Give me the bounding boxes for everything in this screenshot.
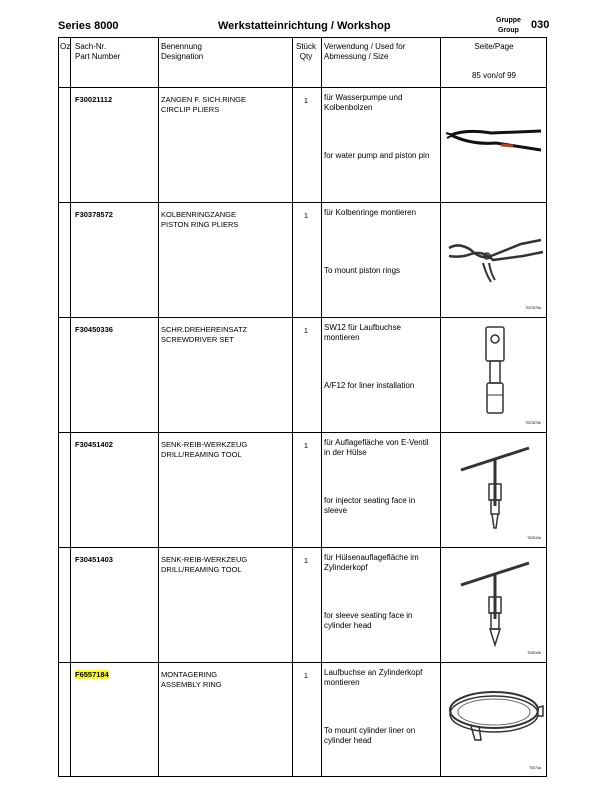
col-oz: Oz bbox=[60, 42, 71, 51]
series-label: Series 8000 bbox=[58, 20, 119, 32]
quantity: 1 bbox=[303, 441, 309, 450]
ring-pliers-icon bbox=[441, 208, 547, 314]
image-reference: T00510a bbox=[527, 536, 541, 540]
designation-de: SENK-REIB-WERKZEUG bbox=[161, 555, 248, 564]
reamer-icon bbox=[441, 438, 547, 544]
part-number: F30378572 bbox=[75, 210, 113, 219]
group-number: 030 bbox=[531, 19, 550, 31]
designation-en: DRILL/REAMING TOOL bbox=[161, 565, 242, 574]
usage-en: To mount cylinder liner on cylinder head bbox=[324, 726, 416, 745]
quantity: 1 bbox=[303, 326, 309, 335]
usage-de: für Auflagefläche von E-Ventil in der Hülse bbox=[324, 438, 429, 457]
part-number: F30451403 bbox=[75, 555, 113, 564]
usage-de: SW12 für Laufbuchse montieren bbox=[324, 323, 401, 342]
pliers-icon bbox=[441, 93, 547, 199]
designation-de: ZANGEN F. SICH.RINGE bbox=[161, 95, 247, 104]
group-label bbox=[496, 16, 521, 36]
designation-en: SCREWDRIVER SET bbox=[161, 335, 234, 344]
part-number: F30451402 bbox=[75, 440, 113, 449]
usage-en: for injector seating face in sleeve bbox=[324, 496, 416, 515]
part-number: F30450336 bbox=[75, 325, 113, 334]
page-number: 85 von/of 99 bbox=[471, 71, 517, 80]
col-qty-de: Stück bbox=[295, 42, 316, 51]
col-part-de: Sach-Nr. bbox=[75, 42, 107, 51]
socket-icon bbox=[441, 323, 547, 429]
group-label-en: Group bbox=[497, 27, 519, 34]
page-title: Werkstatteinrichtung / Workshop bbox=[218, 20, 391, 32]
designation-en: PISTON RING PLIERS bbox=[161, 220, 239, 229]
usage-de: für Kolbenringe montieren bbox=[324, 208, 417, 217]
designation-de: KOLBENRINGZANGE bbox=[161, 210, 237, 219]
col-page: Seite/Page bbox=[474, 42, 514, 51]
designation-en: ASSEMBLY RING bbox=[161, 680, 222, 689]
col-name-en: Designation bbox=[161, 52, 204, 61]
highlighted-part-number: F6557184 bbox=[75, 670, 109, 679]
designation-de: SENK-REIB-WERKZEUG bbox=[161, 440, 248, 449]
designation-de: MONTAGERING bbox=[161, 670, 218, 679]
part-number: F30021112 bbox=[75, 95, 113, 104]
col-qty-en: Qty bbox=[299, 52, 313, 61]
quantity: 1 bbox=[303, 671, 309, 680]
designation-de: SCHR.DREHEREINSATZ bbox=[161, 325, 248, 334]
image-reference: T007875b bbox=[525, 421, 541, 425]
parts-table bbox=[58, 37, 547, 777]
col-use-en: Abmessung / Size bbox=[324, 52, 389, 61]
usage-en: To mount piston rings bbox=[324, 266, 401, 275]
reamer-icon bbox=[441, 553, 547, 659]
image-reference: T007875a bbox=[525, 306, 541, 310]
usage-de: für Hülsenauflagefläche im Zylinderkopf bbox=[324, 553, 419, 572]
quantity: 1 bbox=[303, 211, 309, 220]
col-use-de: Verwendung / Used for bbox=[324, 42, 406, 51]
usage-en: for water pump and piston pin bbox=[324, 151, 430, 160]
part-number bbox=[75, 670, 109, 680]
quantity: 1 bbox=[303, 96, 309, 105]
assembly-ring-icon bbox=[441, 668, 547, 774]
usage-de: für Wasserpumpe und Kolbenbolzen bbox=[324, 93, 403, 112]
designation-en: DRILL/REAMING TOOL bbox=[161, 450, 242, 459]
group-label-de: Gruppe bbox=[496, 17, 521, 24]
col-name-de: Benennung bbox=[161, 42, 202, 51]
image-reference: T00510b bbox=[527, 651, 541, 655]
usage-en: A/F12 for liner installation bbox=[324, 381, 415, 390]
designation-en: CIRCLIP PLIERS bbox=[161, 105, 220, 114]
usage-de: Laufbuchse an Zylinderkopf montieren bbox=[324, 668, 423, 687]
quantity: 1 bbox=[303, 556, 309, 565]
image-reference: T0074a bbox=[529, 766, 541, 770]
usage-en: for sleeve seating face in cylinder head bbox=[324, 611, 413, 630]
col-part-en: Part Number bbox=[75, 52, 121, 61]
